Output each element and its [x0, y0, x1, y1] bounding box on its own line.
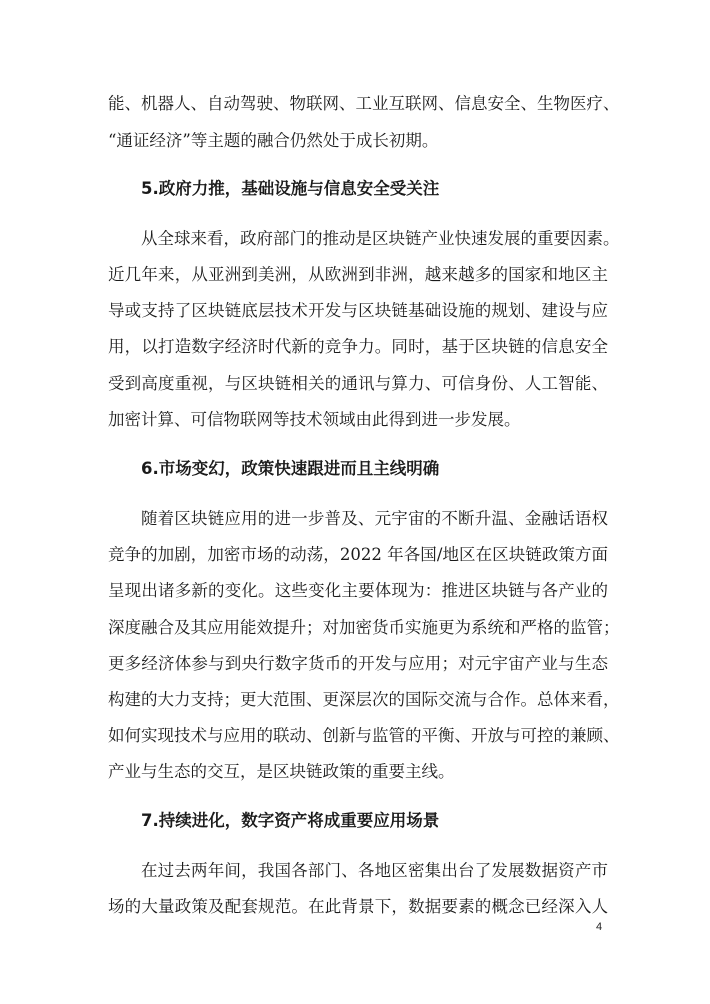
- paragraph-line: 更多经济体参与到央行数字货币的开发与应用；对元宇宙产业与生态: [108, 654, 608, 673]
- paragraph-line: 竞争的加剧，加密市场的动荡，2022 年各国/地区在区块链政策方面: [108, 545, 608, 564]
- paragraph-line: 导或支持了区块链底层技术开发与区块链基础设施的规划、建设与应: [108, 301, 608, 320]
- paragraph-line: 用，以打造数字经济时代新的竞争力。同时，基于区块链的信息安全: [108, 337, 608, 356]
- section-heading-7: 7.持续进化，数字资产将成重要应用场景: [141, 811, 440, 830]
- paragraph-line: 呈现出诸多新的变化。这些变化主要体现为：推进区块链与各产业的: [108, 581, 608, 600]
- page-number: 4: [596, 921, 603, 933]
- paragraph-line: 在过去两年间，我国各部门、各地区密集出台了发展数据资产市: [141, 861, 608, 880]
- section-heading-6: 6.市场变幻，政策快速跟进而且主线明确: [141, 459, 440, 478]
- paragraph-line: 如何实现技术与应用的联动、创新与监管的平衡、开放与可控的兼顾、: [108, 726, 620, 745]
- paragraph-line: 随着区块链应用的进一步普及、元宇宙的不断升温、金融话语权: [141, 509, 608, 528]
- paragraph-line: 近几年来，从亚洲到美洲，从欧洲到非洲，越来越多的国家和地区主: [108, 265, 608, 284]
- paragraph-line: 产业与生态的交互，是区块链政策的重要主线。: [108, 762, 455, 781]
- paragraph-line: 从全球来看，政府部门的推动是区块链产业快速发展的重要因素。: [141, 229, 620, 248]
- paragraph-line: 加密计算、可信物联网等技术领域由此得到进一步发展。: [108, 410, 521, 429]
- paragraph-line: 构建的大力支持；更大范围、更深层次的国际交流与合作。总体来看，: [108, 690, 620, 709]
- paragraph-line: 能、机器人、自动驾驶、物联网、工业互联网、信息安全、生物医疗、: [108, 94, 620, 113]
- paragraph-line: “通证经济”等主题的融合仍然处于成长初期。: [108, 131, 439, 150]
- paragraph-line: 深度融合及其应用能效提升；对加密货币实施更为系统和严格的监管；: [108, 618, 620, 637]
- section-heading-5: 5.政府力推，基础设施与信息安全受关注: [141, 179, 440, 198]
- paragraph-line: 受到高度重视，与区块链相关的通讯与算力、可信身份、人工智能、: [108, 374, 608, 393]
- paragraph-line: 场的大量政策及配套规范。在此背景下，数据要素的概念已经深入人: [108, 897, 608, 916]
